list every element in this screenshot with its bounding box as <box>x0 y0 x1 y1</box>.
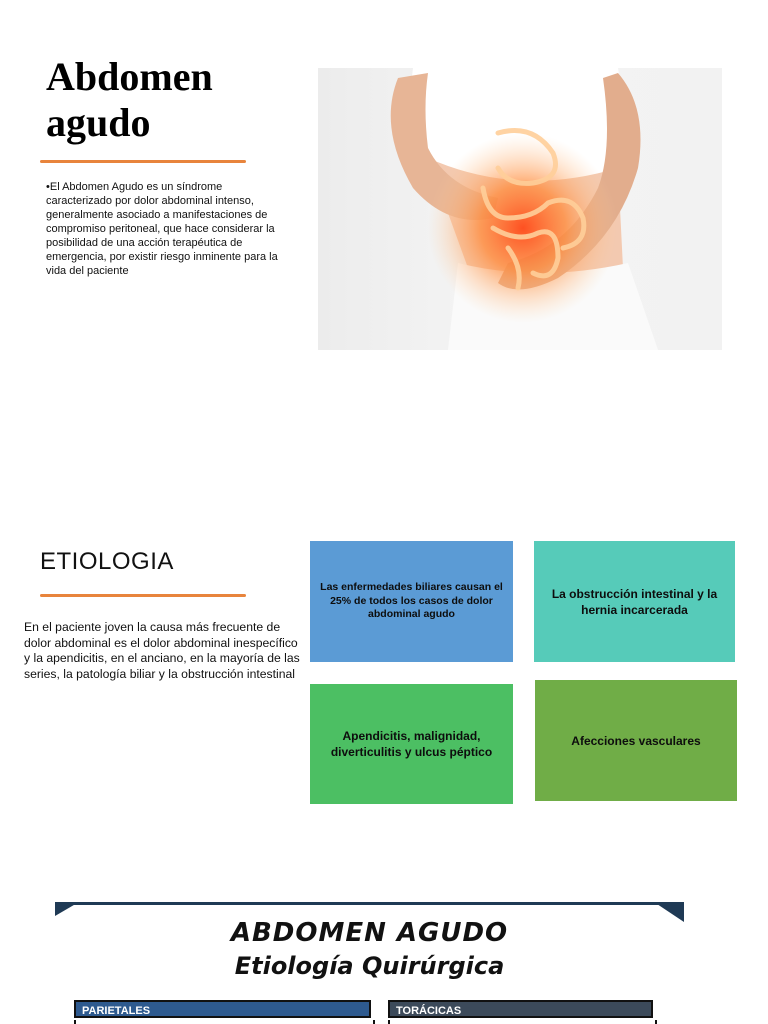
poster-subtitle: Etiología Quirúrgica <box>234 952 505 980</box>
poster-corner-left <box>55 902 79 918</box>
parietales-table-body <box>74 1020 375 1024</box>
cause-box-vascular: Afecciones vasculares <box>535 680 737 801</box>
etiology-paragraph: En el paciente joven la causa más frecuente de dolor abdominal es el dolor abdominal inespecífico y la apendicitis, en el anciano, en la mayoría de las series, la patología biliar y la obstrucción intestinal <box>24 620 300 681</box>
cause-box-obstruction: La obstrucción intestinal y la hernia incarcerada <box>534 541 735 662</box>
etiology-underline <box>40 594 246 597</box>
poster-top-band <box>55 902 684 905</box>
intro-paragraph: •El Abdomen Agudo es un síndrome caracterizado por dolor abdominal intenso, generalmente asociado a manifestaciones de compromiso peritoneal, que hace considerar la posibilidad de una acción terapéutica de emergencia, por existir riesgo inminente para la vida del paciente <box>46 181 278 277</box>
abdomen-illustration <box>318 68 722 350</box>
abdominal-pain-photo <box>318 68 722 350</box>
surgical-etiology-poster <box>55 902 684 1024</box>
toracicas-header: TORÁCICAS <box>388 1000 653 1018</box>
title-underline <box>40 160 246 163</box>
toracicas-table-body <box>388 1020 657 1024</box>
page-title: Abdomen agudo <box>46 54 213 145</box>
poster-title: ABDOMEN AGUDO <box>230 918 509 948</box>
cause-box-appendicitis: Apendicitis, malignidad, diverticulitis y ulcus péptico <box>310 684 513 804</box>
cause-box-biliary: Las enfermedades biliares causan el 25% de todos los casos de dolor abdominal agudo <box>310 541 513 662</box>
etiology-heading: ETIOLOGIA <box>40 548 174 575</box>
parietales-header: PARIETALES <box>74 1000 371 1018</box>
